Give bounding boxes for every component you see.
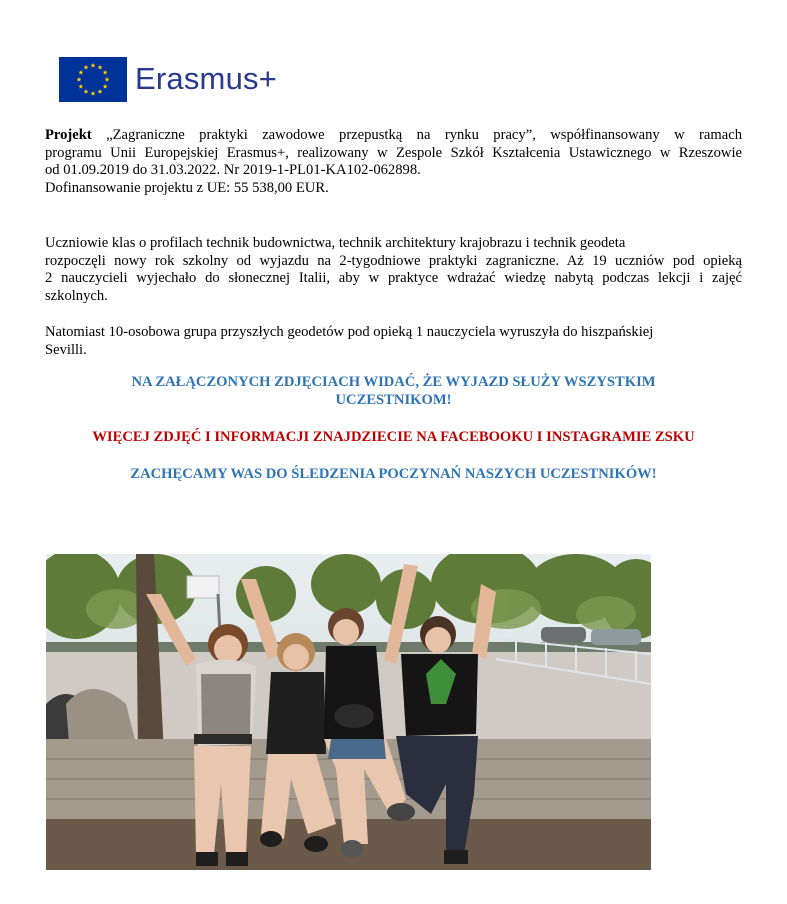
students-line-1: Uczniowie klas o profilach technik budownictwa, technik architektury krajobrazu i technik geodeta — [45, 235, 626, 251]
project-paragraph — [45, 127, 742, 197]
project-line-2: programu Unii Europejskiej Erasmus+, realizowany w Zespole Szkół Kształcenia Ustawicznego w Rzeszowie — [45, 144, 742, 161]
students-line-3: 2 nauczycieli wyjechało do słonecznej Italii, aby w praktyce wdrażać wiedzę nabytą podczas lekcji i zajęć — [45, 270, 742, 287]
callout-social-media: WIĘCEJ ZDJĘĆ I INFORMACJI ZNAJDZIECIE NA FACEBOOKU I INSTAGRAMIE ZSKU — [92, 429, 695, 445]
geodesy-line-2: Sevilli. — [45, 341, 87, 358]
erasmus-logo — [59, 56, 277, 102]
geodesy-paragraph — [45, 324, 742, 359]
eu-flag-icon — [59, 57, 127, 102]
project-line-4: Dofinansowanie projektu z UE: 55 538,00 EUR. — [45, 179, 329, 196]
geodesy-line-1: Natomiast 10-osobowa grupa przyszłych geodetów pod opieką 1 nauczyciela wyruszyła do hiszpańskiej — [45, 324, 654, 340]
students-line-4: szkolnych. — [45, 287, 108, 304]
group-photo-icon — [46, 554, 651, 870]
students-line-2: rozpoczęli nowy rok szkolny od wyjazdu na 2-tygodniowe praktyki zagraniczne. Aż 19 uczniów pod opieką — [45, 252, 742, 269]
callout-follow: ZACHĘCAMY WAS DO ŚLEDZENIA POCZYNAŃ NASZYCH UCZESTNIKÓW! — [130, 466, 657, 482]
callout-photos: NA ZAŁĄCZONYCH ZDJĘCIACH WIDAĆ, ŻE WYJAZD SŁUŻY WSZYSTKIM UCZESTNIKOM! — [131, 374, 656, 408]
group-photo — [46, 554, 651, 870]
project-line-1: Projekt „Zagraniczne praktyki zawodowe przepustką na rynku pracy”, współfinansowany w ramach — [45, 127, 742, 143]
project-bold-lead: Projekt — [45, 127, 92, 143]
students-paragraph — [45, 235, 742, 305]
project-line-3: od 01.09.2019 do 31.03.2022. Nr 2019-1-PL01-KA102-062898. — [45, 162, 421, 179]
logo-text: Erasmus+ — [135, 61, 278, 96]
